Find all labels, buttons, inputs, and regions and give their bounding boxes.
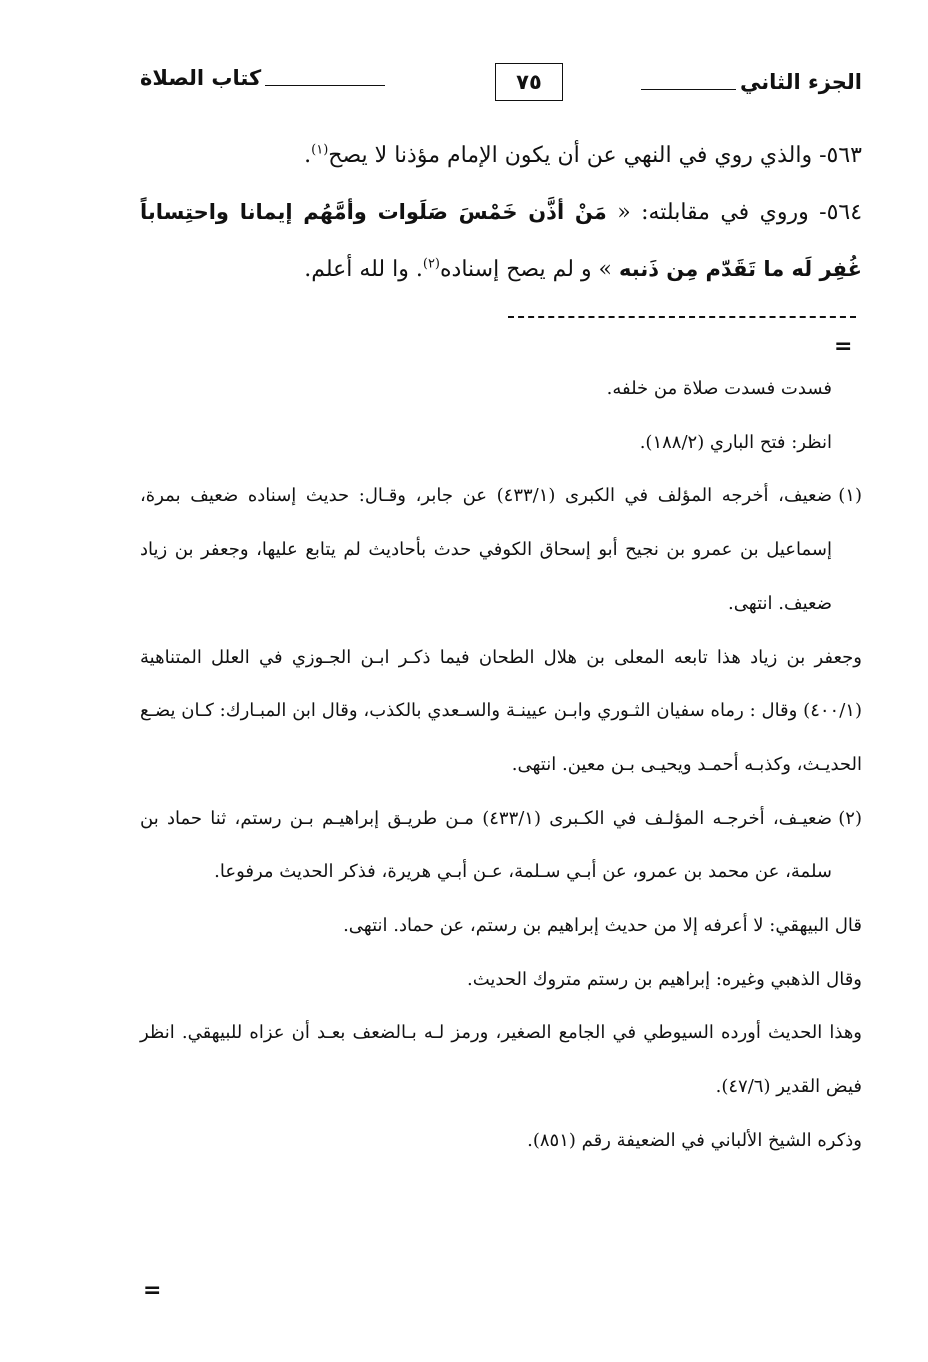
page-header [140, 58, 862, 108]
header-left [140, 64, 385, 92]
footnote-label: (٢) [838, 807, 862, 829]
paragraph-number: ٥٦٤- [819, 200, 863, 225]
footnote-1 [140, 469, 862, 630]
footnote-2 [140, 792, 862, 899]
page-number: ٧٥ [495, 63, 563, 101]
footnote-2-para-3: وقال الذهبي وغيره: إبراهيم بن رستم متروك الحديث. [467, 968, 862, 990]
footnote-continuation: انظر: فتح الباري (١٨٨/٢). [639, 431, 832, 453]
footnote-continuation: فسدت فسدت صلاة من خلفه. [606, 378, 832, 399]
paragraph-end: . وا لله أعلم. [304, 257, 423, 282]
paragraph-number: ٥٦٣- [819, 143, 862, 168]
header-rule-left [265, 85, 385, 86]
chapter-title: كتاب الصلاة [140, 66, 262, 90]
footnote-label: (١) [838, 485, 862, 507]
header-rule-right [641, 89, 736, 90]
footnote-ref[interactable]: (١) [311, 142, 329, 158]
footnote-2-para-4: وهذا الحديث أورده السيوطي في الجامع الصغير، ورمز لـه بـالضعف بعـد أن عزاه للبيهقي. انظر فيض القدير (٤٧/٦). [140, 1022, 862, 1098]
paragraph-564 [140, 184, 862, 298]
footnote-2-para-2: قال البيهقي: لا أعرفه إلا من حديث إبراهيم بن رستم، عن حماد. انتهى. [343, 915, 862, 937]
footnote-text: ضعيـف، أخرجـه المؤلـف في الكـبرى (٤٣٣/١) مـن طريـق إبراهيـم بـن رستم، ثنا حماد بن سلمة، عن محمد بن عمرو، عن أبـي سـلمة، عـن أبـي هريرة، فذكر الحديث مرفوعا. [140, 807, 832, 883]
paragraph-intro: وروي في مقابلته: « [617, 200, 809, 225]
paragraph-563 [140, 128, 862, 184]
footnotes [140, 362, 862, 1168]
footnote-1-para-2: وجعفر بن زياد هذا تابعه المعلى بن هلال الطحان فيما ذكـر ابـن الجـوزي في العلل المتناهية (٤٠٠/١) وقال : رماه سفيان الثـوري وابـن عيينـة والسـعدي بالكذب، وقال ابن المبـارك: كـان يضـع الحديـث، وكذبـه أحمـد ويحيـى بـن معين. انتهى. [140, 646, 862, 775]
paragraph-after: » و لم يصح إسناده [440, 257, 613, 282]
continuation-mark: = [143, 1278, 162, 1303]
footnote-text: ضعيف، أخرجه المؤلف في الكبرى (٤٣٣/١) عن جابر، وقـال: حديث إسناده ضعيف بمرة، إسماعيل بن عمرو بن نجيح أبو إسحاق الكوفي حدث بأحاديث لم يتابع عليها، وجعفر بن زياد ضعيف. انتهى. [140, 485, 832, 614]
paragraph-end: . [304, 143, 312, 168]
volume-title: الجزء الثاني [739, 70, 862, 94]
paragraph-text: والذي روي في النهي عن أن يكون الإمام مؤذنا لا يصح [328, 143, 813, 168]
footnote-2-para-5: وذكره الشيخ الألباني في الضعيفة رقم (٨٥١). [527, 1129, 862, 1151]
header-right [641, 68, 862, 96]
hadith-text: مَنْ أذَّن خَمْسَ صَلَوات وأمَّهُم إيمانا واحتِساباً غُفِر لَه ما تَقَدّم مِن ذَنبه [140, 200, 862, 281]
continuation-mark: = [834, 334, 853, 359]
footnote-ref[interactable]: (٢) [422, 256, 440, 272]
main-text [140, 128, 862, 298]
footnote-separator [508, 316, 856, 318]
